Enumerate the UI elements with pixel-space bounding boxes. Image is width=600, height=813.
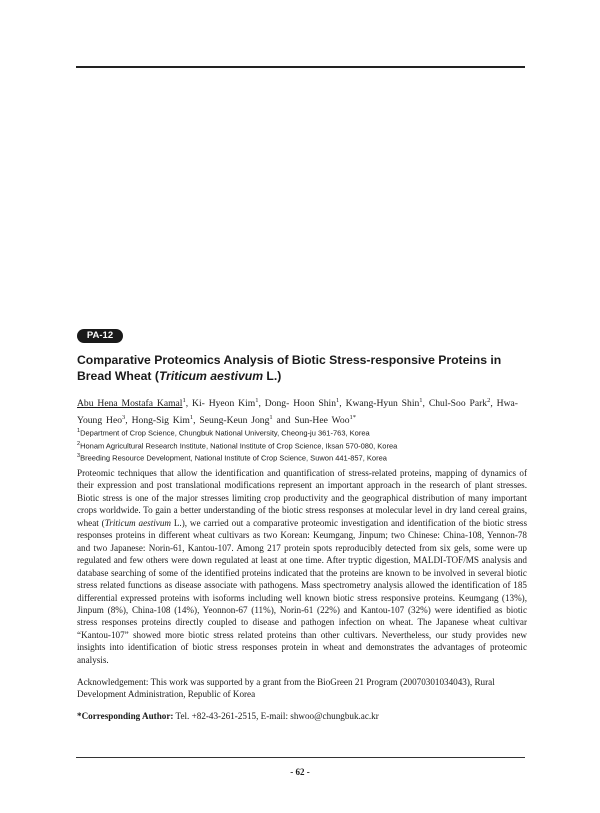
author-name: Chul-Soo Park (428, 398, 488, 410)
author-name: Ki- Hyeon Kim (192, 398, 256, 410)
title-suffix: L.) (263, 369, 282, 383)
author-affil-mark: 1 (419, 397, 423, 404)
acknowledgement: Acknowledgement: This work was supported by a grant from the BioGreen 21 Program (20070301034043), Rural Development Administration, Republic of Korea (77, 677, 495, 700)
title-text: Comparative Proteomics Analysis of Biotic Stress-responsive Proteins in Bread Wheat ( (77, 353, 502, 383)
author-affil-mark: 1 (269, 413, 273, 421)
affiliation (77, 426, 527, 439)
abstract-body (77, 467, 527, 666)
author-name: Seung-Keun Jong (199, 414, 270, 426)
author-separator: , (193, 414, 200, 426)
author-name: Dong- Hoon Shin (264, 398, 337, 410)
author-name: Sun-Hee Woo (294, 414, 350, 426)
author-separator: and (272, 414, 295, 426)
top-rule (76, 66, 525, 68)
author-name: Hong-Sig Kim (131, 414, 190, 426)
author-affil-mark: 1 (336, 397, 340, 404)
author-separator: , (258, 398, 265, 410)
affiliation-number: 2 (77, 440, 81, 447)
affiliation-text: Honam Agricultural Research Institute, National Institute of Crop Science, Iksan 570-080, Korea (80, 441, 398, 450)
author-separator: , (185, 398, 193, 410)
author-list (77, 394, 527, 427)
author-separator: , (422, 398, 429, 410)
author-separator: , (339, 398, 346, 410)
affiliation-number: 1 (77, 428, 81, 434)
author-affil-mark: 2 (487, 397, 491, 404)
author-name: Kwang-Hyun Shin (345, 398, 420, 410)
affiliation-text: Department of Crop Science, Chungbuk National University, Cheong-ju 361-763, Korea (80, 428, 370, 438)
abstract-text: Proteomic techniques that allow the identification and quantification of stress-related proteins, mapping of dynamics of their expression and post translational modifications represent an important approach in the research of plant stresses. Biotic stress is one of the major stresses limiting crop productivity and the geographical distribution of many important crops worldwide. To gain a better understanding of the biotic stress responses at molecular level in dry land cereal grains, wheat ( (77, 468, 527, 528)
bottom-rule (76, 757, 525, 758)
abstract-text-continued: L.), we carried out a comparative proteomic investigation and identification of the biotic stress responses proteins in different wheat cultivars as two Korean: Keumgang, Jinpum; two Chinese: China-108, Yennon-78 and two Japanese: Norin-61, Kantou-107. Among 217 protein spots reproducibly detected from six gels, some were up regulated and few others were down regulated at least at one time. After tryptic digestion, MALDI-TOF/MS analysis and database searching of some of the identified proteins indicated that the proteins are known to be involved in several biotic stress related functions as disease associate with pathogens. Mass spectrometry analysis allowed the identification of 185 differential expressed proteins with isoforms including well known biotic stress responsive proteins. Keumgang (13%), Jinpum (8%), China-108 (14%), Yeonnon-67 (11%), Norin-61 (22%) and Kantou-107 (32%) were identified as biotic stress responses proteins directly coupled to disease and pathogen infection on wheat. The Japanese wheat cultivar “Kantou-107” showed more biotic stress related proteins than other cultivars. Nevertheless, our study provides new insights into identification of biotic stress responses protein in wheat and demonstrates the advantages of proteomic analysis. (77, 517, 527, 665)
author-name: Abu Hena Mostafa Kamal (77, 398, 183, 410)
author-affil-mark: 3 (122, 413, 126, 421)
paper-title (77, 352, 527, 384)
author-affil-mark: 1 (182, 397, 186, 404)
affiliation-number: 3 (77, 453, 81, 459)
author-name: Hwa-Young Heo (77, 398, 518, 426)
author-separator: , (125, 414, 132, 426)
abstract-id-badge: PA-12 (77, 329, 123, 343)
corresponding-label: *Corresponding Author: (77, 711, 174, 721)
affiliation-text: Breeding Resource Development, National Institute of Crop Science, Suwon 441-857, Korea (80, 453, 387, 463)
author-separator: , (490, 398, 497, 410)
page-number: - 62 - (290, 767, 310, 777)
author-affil-mark: 1 (189, 413, 194, 421)
affiliation (77, 439, 527, 452)
abstract-species: Triticum aestivum (104, 517, 171, 528)
corresponding-author (77, 710, 527, 722)
corresponding-contact: Tel. +82-43-261-2515, E-mail: shwoo@chungbuk.ac.kr (173, 711, 379, 721)
author-affil-mark: 1 (255, 397, 259, 404)
affiliation-list (77, 426, 527, 464)
affiliation (77, 451, 527, 464)
title-species: Triticum aestivum (158, 369, 264, 383)
author-affil-mark: 1* (349, 413, 356, 421)
